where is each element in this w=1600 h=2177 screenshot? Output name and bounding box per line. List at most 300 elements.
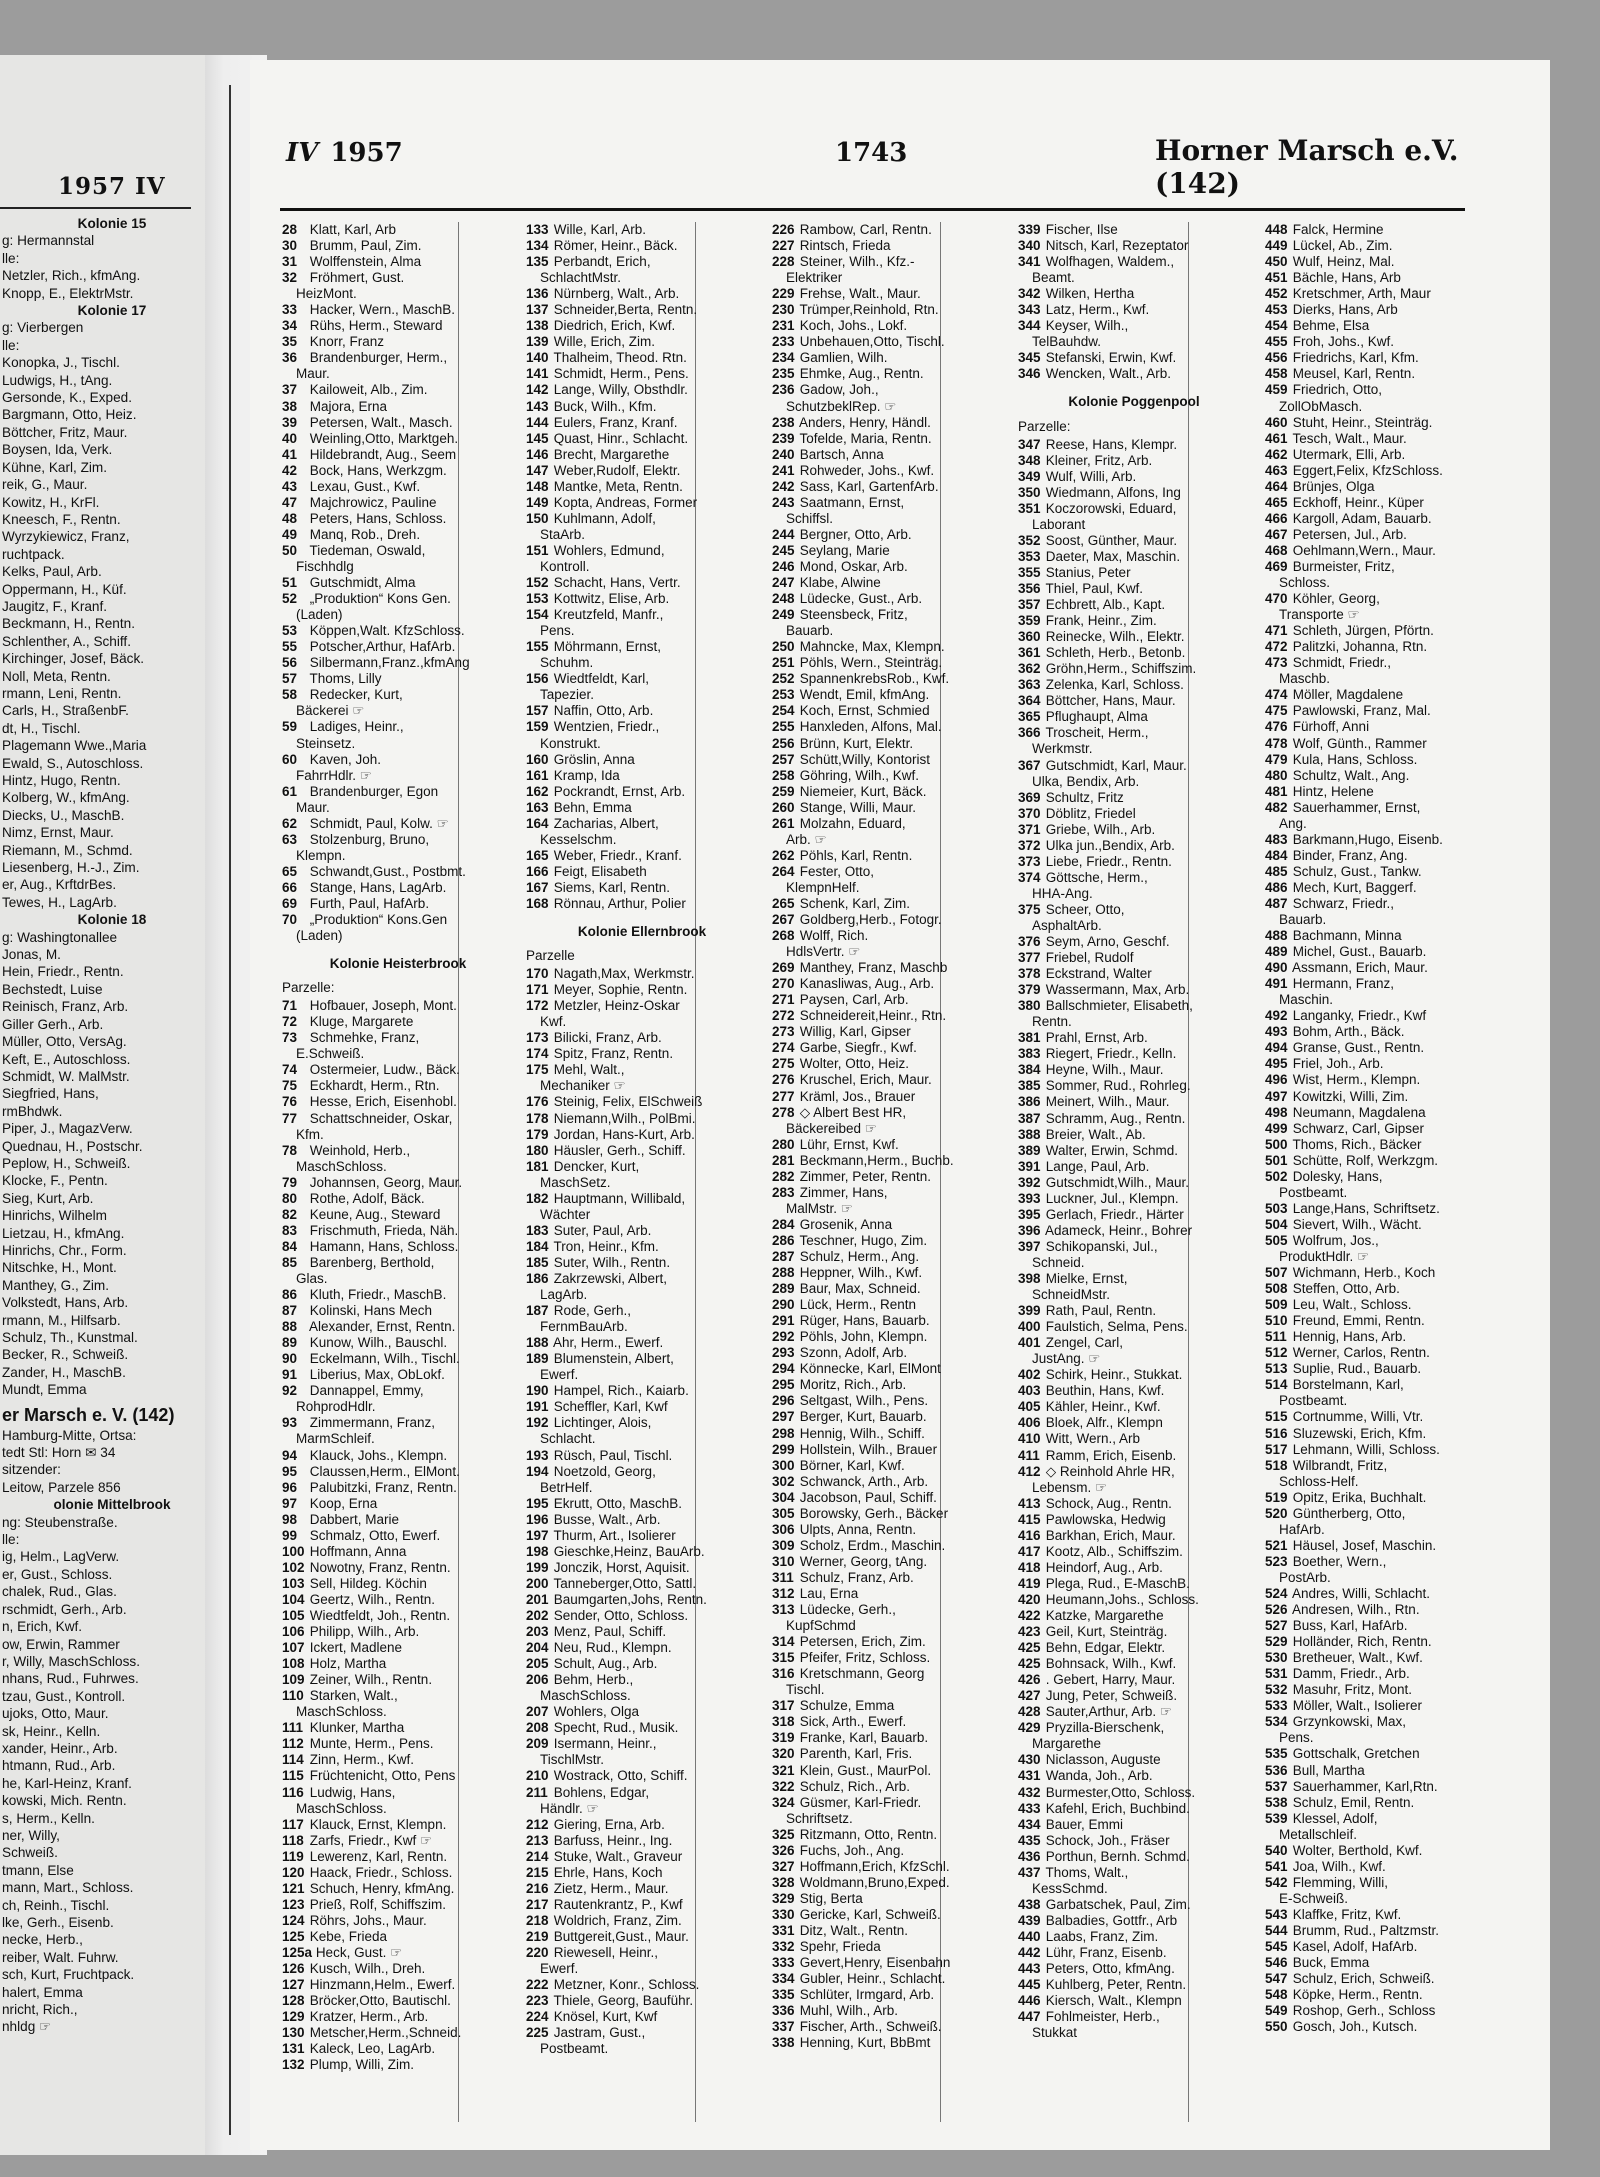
parcel-number: 327 bbox=[772, 1858, 795, 1874]
directory-entry bbox=[772, 1907, 1004, 1923]
parcel-number: 439 bbox=[1018, 1912, 1041, 1928]
entry-text: Schriftsetz. bbox=[786, 1810, 853, 1826]
entry-text: Schulze, Emma bbox=[799, 1698, 895, 1714]
entry-text: Wolff, Rich. bbox=[799, 928, 869, 944]
previous-page-line: Bechstedt, Luise bbox=[2, 981, 103, 997]
previous-page-line: Kühne, Karl, Zim. bbox=[2, 459, 108, 475]
entry-continuation bbox=[526, 1688, 758, 1704]
parcel-number: 378 bbox=[1018, 966, 1041, 982]
parcel-number: 246 bbox=[772, 558, 795, 574]
directory-entry bbox=[282, 832, 514, 848]
directory-entry bbox=[1018, 790, 1250, 806]
previous-page-line: Knopp, E., ElektrMstr. bbox=[2, 285, 134, 301]
entry-text: Suter, Wilh., Rentn. bbox=[553, 1254, 671, 1270]
entry-text: Palitzki, Johanna, Rtn. bbox=[1292, 639, 1428, 655]
directory-entry bbox=[282, 1094, 514, 1110]
directory-entry bbox=[1018, 469, 1250, 485]
entry-continuation bbox=[526, 1801, 758, 1817]
colony-heading: Kolonie Poggenpool bbox=[1068, 394, 1200, 410]
parcel-number: 388 bbox=[1018, 1126, 1041, 1142]
parcel-number: 376 bbox=[1018, 934, 1041, 950]
parcel-number: 225 bbox=[526, 2025, 549, 2041]
parcel-number: 372 bbox=[1018, 837, 1041, 853]
entry-text: Steinig, Felix, ElSchweiß bbox=[553, 1094, 703, 1110]
entry-text: Tanneberger,Otto, Sattl. bbox=[553, 1575, 697, 1591]
directory-entry bbox=[772, 2035, 1004, 2051]
entry-text: Ulpts, Anna, Rentn. bbox=[799, 1521, 917, 1537]
directory-entry bbox=[1018, 758, 1250, 774]
entry-text: Neu, Rud., Klempn. bbox=[553, 1640, 672, 1656]
parcel-number: 411 bbox=[1018, 1447, 1040, 1463]
parcel-number: 89 bbox=[282, 1335, 298, 1351]
entry-continuation bbox=[1265, 1891, 1465, 1907]
parcel-number: 245 bbox=[772, 542, 795, 558]
entry-text: Ritzmann, Otto, Rentn. bbox=[799, 1826, 938, 1842]
directory-entry bbox=[1265, 415, 1465, 431]
directory-entry bbox=[282, 334, 514, 350]
entry-continuation bbox=[526, 687, 758, 703]
parcel-number: 191 bbox=[526, 1399, 549, 1415]
directory-entry bbox=[526, 671, 758, 687]
entry-text: LagArb. bbox=[540, 1287, 588, 1303]
entry-text: Kaven, Joh. bbox=[309, 751, 382, 767]
directory-entry bbox=[772, 639, 1004, 655]
entry-text: Schiffsl. bbox=[786, 510, 834, 526]
directory-entry bbox=[526, 1977, 758, 1993]
entry-text: Kreutzfeld, Manfr., bbox=[553, 607, 664, 623]
directory-entry bbox=[1265, 1490, 1465, 1506]
directory-entry bbox=[1265, 1072, 1465, 1088]
entry-text: Wolfrum, Jos., bbox=[1292, 1232, 1379, 1248]
directory-entry bbox=[1265, 703, 1465, 719]
directory-entry bbox=[1265, 254, 1465, 270]
entry-text: Häusel, Josef, Maschin. bbox=[1292, 1537, 1437, 1553]
entry-text: Blumenstein, Albert, bbox=[553, 1351, 674, 1367]
entry-text: Hauptmann, Willibald, bbox=[553, 1190, 686, 1206]
directory-entry bbox=[1018, 1945, 1250, 1961]
previous-page-line: xander, Heinr., Arb. bbox=[2, 1740, 118, 1756]
parcel-number: 251 bbox=[772, 655, 795, 671]
parcel-number: 387 bbox=[1018, 1110, 1041, 1126]
entry-text: Henning, Kurt, BbBmt bbox=[799, 2035, 931, 2051]
directory-entry bbox=[772, 736, 1004, 752]
parcel-number: 465 bbox=[1265, 494, 1288, 510]
directory-entry bbox=[772, 1217, 1004, 1233]
parcel-number: 463 bbox=[1265, 462, 1288, 478]
entry-text: Thoms, Rich., Bäcker bbox=[1292, 1136, 1422, 1152]
directory-entry bbox=[1018, 1624, 1250, 1640]
directory-entry bbox=[1018, 1159, 1250, 1175]
parcel-number: 248 bbox=[772, 591, 795, 607]
entry-text: Jung, Peter, Schweiß. bbox=[1045, 1688, 1178, 1704]
parcel-number: 216 bbox=[526, 1880, 549, 1896]
parcel-number: 347 bbox=[1018, 436, 1041, 452]
previous-page-line: Klocke, F., Pentn. bbox=[2, 1173, 108, 1189]
parcel-number: 485 bbox=[1265, 863, 1288, 879]
entry-text: Baur, Max, Schneid. bbox=[799, 1281, 921, 1297]
directory-entry bbox=[1018, 1688, 1250, 1704]
parcel-number: 536 bbox=[1265, 1762, 1288, 1778]
entry-text: Pfeifer, Fritz, Schloss. bbox=[799, 1650, 931, 1666]
entry-text: Tapezier. bbox=[540, 687, 595, 703]
parcel-number: 504 bbox=[1265, 1216, 1288, 1232]
directory-entry bbox=[772, 1072, 1004, 1088]
parcel-number: 547 bbox=[1265, 1971, 1288, 1987]
directory-entry bbox=[526, 1143, 758, 1159]
entry-text: Gadow, Joh., bbox=[799, 382, 879, 398]
parcel-number: 534 bbox=[1265, 1714, 1288, 1730]
entry-text: Wille, Karl, Arb. bbox=[553, 222, 647, 237]
parcel-number: 330 bbox=[772, 1906, 795, 1922]
entry-text: Hesse, Erich, Eisenhobl. bbox=[309, 1094, 457, 1110]
parcel-number: 205 bbox=[526, 1656, 549, 1672]
parcel-number: 514 bbox=[1265, 1377, 1288, 1393]
entry-text: Wiedtfeldt, Joh., Rentn. bbox=[309, 1607, 451, 1623]
directory-entry bbox=[282, 318, 514, 334]
entry-text: Koch, Ernst, Schmied bbox=[799, 703, 930, 719]
parcel-number: 262 bbox=[772, 847, 795, 863]
previous-page-line: nhldg ☞ bbox=[2, 2019, 52, 2035]
parcel-number: 495 bbox=[1265, 1056, 1288, 1072]
parcel-number: 475 bbox=[1265, 703, 1288, 719]
directory-entry bbox=[1265, 1024, 1465, 1040]
entry-text: Perbandt, Erich, bbox=[553, 254, 651, 270]
directory-entry bbox=[282, 1688, 514, 1704]
parcel-number: 250 bbox=[772, 639, 795, 655]
parcel-number: 447 bbox=[1018, 2009, 1041, 2025]
entry-text: Ickert, Madlene bbox=[309, 1640, 403, 1656]
parcel-number: 273 bbox=[772, 1024, 795, 1040]
parcel-number: 336 bbox=[772, 2003, 795, 2019]
entry-text: Nitsch, Karl, Rezeptator bbox=[1045, 238, 1189, 254]
entry-text: Brandenburger, Egon bbox=[309, 783, 439, 799]
entry-text: Sell, Hildeg. Köchin bbox=[309, 1575, 427, 1591]
parcel-number: 492 bbox=[1265, 1008, 1288, 1024]
parcel-number: 304 bbox=[772, 1489, 795, 1505]
colony-heading: Kolonie Ellernbrook bbox=[577, 924, 707, 940]
previous-page-rule bbox=[0, 207, 191, 209]
entry-continuation bbox=[282, 1801, 514, 1817]
entry-text: Witt, Wern., Arb bbox=[1045, 1431, 1141, 1447]
directory-entry bbox=[1018, 806, 1250, 822]
parcel-number: 470 bbox=[1265, 591, 1288, 607]
entry-text: Koch, Johs., Lokf. bbox=[799, 318, 908, 334]
directory-entry bbox=[1265, 976, 1465, 992]
entry-text: Schloss. bbox=[1279, 575, 1331, 591]
entry-text: Wohlers, Olga bbox=[553, 1704, 640, 1720]
parcel-number: 39 bbox=[282, 414, 298, 430]
directory-entry bbox=[1018, 1431, 1250, 1447]
parcel-number: 325 bbox=[772, 1826, 795, 1842]
parcel-number: 47 bbox=[282, 494, 298, 510]
directory-entry bbox=[1265, 1586, 1465, 1602]
entry-text: Schleth, Herb., Betonb. bbox=[1045, 645, 1186, 661]
entry-text: Brünn, Kurt, Elektr. bbox=[799, 735, 914, 751]
entry-text: Philipp, Wilh., Arb. bbox=[309, 1624, 420, 1640]
directory-entry bbox=[772, 1345, 1004, 1361]
directory-entry bbox=[526, 1865, 758, 1881]
entry-text: Eckhoff, Heinr., Küper bbox=[1292, 494, 1424, 510]
entry-text: Schwandt,Gust., Postbmt. bbox=[309, 863, 466, 879]
entry-text: Schulz, Emil, Rentn. bbox=[1292, 1794, 1415, 1810]
directory-entry bbox=[526, 382, 758, 398]
entry-text: Bächle, Hans, Arb bbox=[1292, 270, 1401, 286]
directory-entry bbox=[282, 1929, 514, 1945]
parcel-number: 452 bbox=[1265, 286, 1288, 302]
entry-text: SpannenkrebsRob., Kwf. bbox=[799, 671, 950, 687]
directory-entry bbox=[526, 1464, 758, 1480]
directory-entry bbox=[526, 1415, 758, 1431]
entry-text: Schulz, Erich, Schweiß. bbox=[1292, 1971, 1435, 1987]
directory-entry bbox=[1265, 591, 1465, 607]
previous-page-line: tzau, Gust., Kontroll. bbox=[2, 1688, 126, 1704]
entry-text: Arb. ☞ bbox=[786, 831, 827, 847]
directory-entry bbox=[1265, 864, 1465, 880]
directory-entry bbox=[1018, 366, 1250, 382]
directory-entry bbox=[1265, 1666, 1465, 1682]
directory-entry bbox=[282, 1191, 514, 1207]
previous-page-line: Böttcher, Fritz, Maur. bbox=[2, 424, 128, 440]
parcel-number: 318 bbox=[772, 1714, 795, 1730]
directory-entry bbox=[1018, 1913, 1250, 1929]
entry-text: Noetzold, Georg, bbox=[553, 1463, 656, 1479]
parcel-number: 238 bbox=[772, 414, 795, 430]
previous-page-line: Schlenther, A., Schiff. bbox=[2, 633, 131, 649]
parcel-number: 483 bbox=[1265, 831, 1288, 847]
parcel-number: 393 bbox=[1018, 1190, 1041, 1206]
parcel-number: 544 bbox=[1265, 1922, 1288, 1938]
directory-entry bbox=[1018, 661, 1250, 677]
parcel-number: 438 bbox=[1018, 1896, 1041, 1912]
directory-entry bbox=[1018, 1271, 1250, 1287]
entry-text: Behn, Emma bbox=[553, 799, 632, 815]
entry-text: . Gebert, Harry, Maur. bbox=[1045, 1672, 1176, 1688]
entry-text: MaschSchloss. bbox=[296, 1158, 387, 1174]
entry-text: Kusch, Wilh., Dreh. bbox=[309, 1961, 426, 1977]
entry-text: Brecht, Margarethe bbox=[553, 446, 670, 462]
entry-text: Steinsetz. bbox=[296, 735, 356, 751]
parcel-number: 474 bbox=[1265, 687, 1288, 703]
previous-page-line: chalek, Rud., Glas. bbox=[2, 1584, 117, 1600]
directory-entry bbox=[1265, 623, 1465, 639]
entry-text: Wist, Herm., Klempn. bbox=[1292, 1072, 1421, 1088]
previous-page-line: Gersonde, K., Exped. bbox=[2, 390, 132, 406]
entry-text: Hoffmann, Anna bbox=[309, 1543, 407, 1559]
parcel-number: 469 bbox=[1265, 558, 1288, 574]
directory-entry bbox=[526, 1111, 758, 1127]
parcel-number: 36 bbox=[282, 350, 298, 366]
entry-text: Goldberg,Herb., Fotogr. bbox=[799, 912, 942, 928]
entry-text: Willig, Karl, Gipser bbox=[799, 1024, 911, 1040]
directory-entry bbox=[282, 1897, 514, 1913]
entry-text: Barkhan, Erich, Maur. bbox=[1045, 1527, 1176, 1543]
directory-entry bbox=[1265, 527, 1465, 543]
entry-text: Kanasliwas, Aug., Arb. bbox=[799, 976, 935, 992]
parcel-number: 220 bbox=[526, 1944, 549, 1960]
directory-entry bbox=[282, 1640, 514, 1656]
parcel-number: 49 bbox=[282, 526, 298, 542]
entry-text: Burmeister, Fritz, bbox=[1292, 558, 1395, 574]
directory-entry bbox=[1018, 1496, 1250, 1512]
parcel-number: 41 bbox=[282, 446, 298, 462]
directory-entry bbox=[1018, 1127, 1250, 1143]
entry-text: Frank, Heinr., Zim. bbox=[1045, 613, 1157, 629]
directory-entry bbox=[772, 992, 1004, 1008]
parcel-number: 297 bbox=[772, 1409, 795, 1425]
parcel-number: 375 bbox=[1018, 901, 1041, 917]
parcel-number: 344 bbox=[1018, 318, 1041, 334]
parcel-number: 139 bbox=[526, 334, 549, 350]
entry-text: Schütte, Rolf, Werkzgm. bbox=[1292, 1152, 1439, 1168]
entry-text: Holz, Martha bbox=[309, 1656, 387, 1672]
parcel-number: 160 bbox=[526, 751, 549, 767]
previous-page-line: Kelks, Paul, Arb. bbox=[2, 564, 102, 580]
parcel-number: 293 bbox=[772, 1345, 795, 1361]
entry-text: Gröhn,Herm., Schiffszim. bbox=[1045, 661, 1197, 677]
entry-text: Schneider,Berta, Rentn. bbox=[553, 302, 698, 318]
entry-continuation bbox=[526, 1175, 758, 1191]
parcel-number: 147 bbox=[526, 462, 549, 478]
directory-entry bbox=[1018, 597, 1250, 613]
entry-text: JustAng. ☞ bbox=[1032, 1351, 1101, 1367]
parcel-number: 402 bbox=[1018, 1367, 1041, 1383]
parcel-number: 420 bbox=[1018, 1591, 1041, 1607]
previous-page-line: er Marsch e. V. (142) bbox=[2, 1404, 175, 1425]
directory-entry bbox=[1018, 1752, 1250, 1768]
parcel-number: 331 bbox=[772, 1922, 795, 1938]
entry-text: Niemeier, Kurt, Bäck. bbox=[799, 783, 927, 799]
parcel-number: 450 bbox=[1265, 254, 1288, 270]
entry-text: Pöhls, John, Klempn. bbox=[799, 1329, 928, 1345]
entry-text: Wiedmann, Alfons, Ing bbox=[1045, 484, 1181, 500]
entry-text: Barenberg, Berthold, bbox=[309, 1254, 435, 1270]
entry-text: Wencken, Walt., Arb. bbox=[1045, 366, 1172, 382]
directory-entry bbox=[1018, 1415, 1250, 1431]
parcel-number: 312 bbox=[772, 1585, 795, 1601]
directory-entry bbox=[1018, 677, 1250, 693]
parcel-number: 295 bbox=[772, 1377, 795, 1393]
parcel-number: 278 bbox=[772, 1104, 795, 1120]
entry-text: Roshop, Gerh., Schloss bbox=[1292, 2003, 1436, 2019]
parcel-number: 313 bbox=[772, 1602, 795, 1618]
parcel-number: 400 bbox=[1018, 1319, 1041, 1335]
entry-text: Pockrandt, Ernst, Arb. bbox=[553, 783, 686, 799]
parcel-number: 339 bbox=[1018, 222, 1041, 237]
entry-continuation bbox=[772, 1682, 1004, 1698]
previous-page-line: Peplow, H., Schweiß. bbox=[2, 1155, 131, 1171]
directory-entry bbox=[1018, 1977, 1250, 1993]
parcel-number: 132 bbox=[282, 2057, 305, 2073]
parcel-number: 267 bbox=[772, 912, 795, 928]
entry-text: Zimmer, Hans, bbox=[799, 1184, 888, 1200]
parcel-number: 96 bbox=[282, 1479, 298, 1495]
entry-text: Garbe, Siegfr., Kwf. bbox=[799, 1040, 917, 1056]
entry-text: Scholz, Erdm., Maschin. bbox=[799, 1537, 946, 1553]
entry-text: Schmidt, Paul, Kolw. ☞ bbox=[309, 815, 449, 831]
parcel-number: 66 bbox=[282, 879, 298, 895]
parcel-number: 417 bbox=[1018, 1543, 1041, 1559]
parcel-number: 84 bbox=[282, 1238, 298, 1254]
entry-text: Redecker, Kurt, bbox=[309, 687, 403, 703]
parcel-number: 523 bbox=[1265, 1553, 1288, 1569]
directory-entry bbox=[1018, 709, 1250, 725]
entry-text: Suplie, Rud., Bauarb. bbox=[1292, 1361, 1422, 1377]
entry-continuation bbox=[526, 623, 758, 639]
entry-text: Walter, Erwin, Schmd. bbox=[1045, 1142, 1179, 1158]
directory-entry bbox=[282, 1415, 514, 1431]
parcel-number: 197 bbox=[526, 1527, 549, 1543]
directory-entry bbox=[282, 816, 514, 832]
directory-entry bbox=[526, 318, 758, 334]
parcel-number: 155 bbox=[526, 639, 549, 655]
directory-entry bbox=[772, 1169, 1004, 1185]
entry-text: Eckstrand, Walter bbox=[1045, 966, 1152, 982]
parcel-number: 314 bbox=[772, 1634, 795, 1650]
entry-text: Andresen, Wilh., Rtn. bbox=[1292, 1602, 1420, 1618]
previous-page-line: Keft, E., Autoschloss. bbox=[2, 1051, 131, 1067]
entry-continuation bbox=[282, 1046, 514, 1062]
directory-entry bbox=[282, 896, 514, 912]
entry-text: Plump, Willi, Zim. bbox=[309, 2057, 415, 2073]
directory-entry bbox=[282, 463, 514, 479]
parcel-number: 106 bbox=[282, 1624, 305, 1640]
directory-entry bbox=[1018, 581, 1250, 597]
entry-text: Kontroll. bbox=[540, 558, 590, 574]
directory-entry bbox=[1265, 302, 1465, 318]
entry-text: Bloek, Alfr., Klempn bbox=[1045, 1415, 1163, 1431]
parcel-number: 34 bbox=[282, 318, 298, 334]
entry-text: KlempnHelf. bbox=[786, 879, 860, 895]
directory-entry bbox=[282, 1752, 514, 1768]
entry-continuation bbox=[1265, 1249, 1465, 1265]
directory-entry bbox=[772, 318, 1004, 334]
directory-entry bbox=[282, 655, 514, 671]
parcel-number: 121 bbox=[282, 1880, 305, 1896]
entry-continuation bbox=[1265, 607, 1465, 623]
entry-text: Niclasson, Auguste bbox=[1045, 1752, 1161, 1768]
parcel-number: 467 bbox=[1265, 526, 1288, 542]
previous-page-line: reik, G., Maur. bbox=[2, 477, 88, 493]
parcel-number: 490 bbox=[1265, 960, 1288, 976]
directory-entry bbox=[526, 1704, 758, 1720]
entry-text: Flemming, Willi, bbox=[1292, 1874, 1389, 1890]
entry-text: Bohnsack, Wilh., Kwf. bbox=[1045, 1656, 1177, 1672]
parcel-number: 127 bbox=[282, 1977, 305, 1993]
directory-entry bbox=[772, 752, 1004, 768]
directory-entry bbox=[1265, 2019, 1465, 2035]
parcel-number: 426 bbox=[1018, 1672, 1041, 1688]
entry-continuation bbox=[1018, 517, 1250, 533]
entry-text: Metallschleif. bbox=[1279, 1826, 1358, 1842]
parcel-number: 519 bbox=[1265, 1489, 1288, 1505]
directory-entry bbox=[1018, 870, 1250, 886]
parcel-number: 228 bbox=[772, 254, 795, 270]
parcel-number: 512 bbox=[1265, 1345, 1288, 1361]
parcel-number: 168 bbox=[526, 895, 549, 911]
entry-text: Specht, Rud., Musik. bbox=[553, 1720, 679, 1736]
entry-text: Behme, Elsa bbox=[1292, 318, 1370, 334]
directory-entry bbox=[1018, 238, 1250, 254]
entry-text: Hermann, Franz, bbox=[1292, 976, 1395, 992]
entry-text: Alexander, Ernst, Rentn. bbox=[309, 1319, 456, 1335]
parcel-number: 531 bbox=[1265, 1666, 1288, 1682]
parcel-number: 527 bbox=[1265, 1618, 1288, 1634]
parcel-number: 322 bbox=[772, 1778, 795, 1794]
entry-continuation bbox=[1265, 1522, 1465, 1538]
entry-text: Tron, Heinr., Kfm. bbox=[553, 1238, 659, 1254]
entry-text: Michel, Gust., Bauarb. bbox=[1292, 944, 1427, 960]
entry-text: Friedrichs, Karl, Kfm. bbox=[1292, 350, 1419, 366]
